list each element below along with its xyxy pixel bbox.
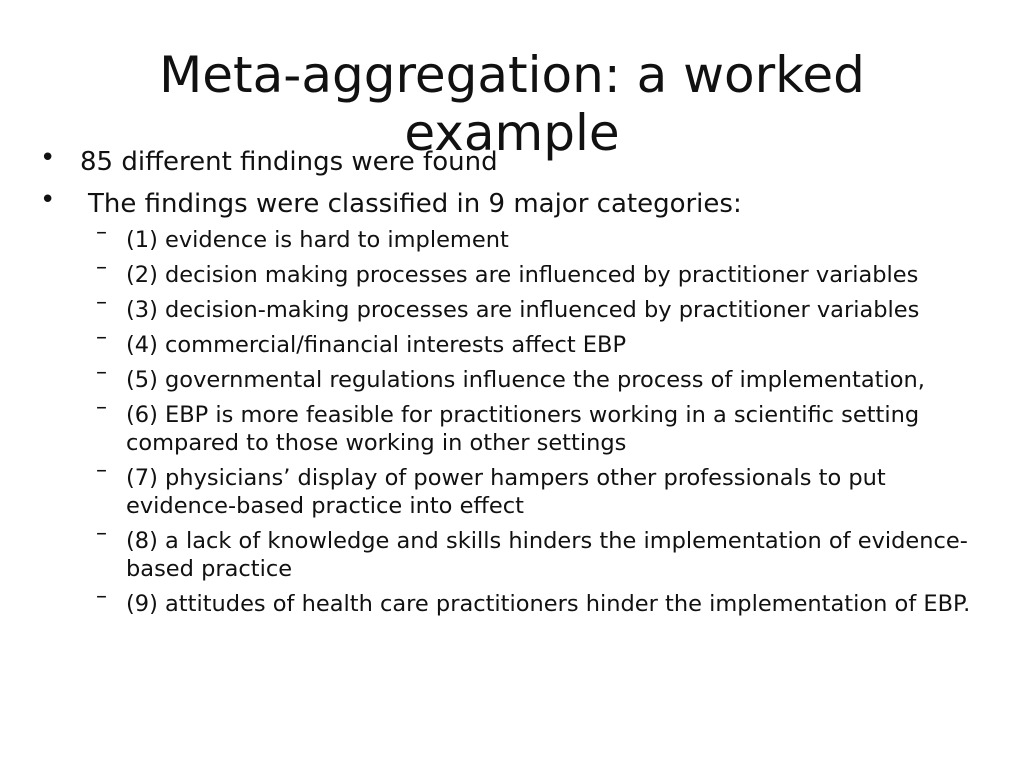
category-item bbox=[96, 360, 996, 394]
category-text: (1) evidence is hard to implement bbox=[126, 227, 509, 253]
category-text: (5) governmental regulations influence the process of implementation, bbox=[126, 367, 925, 393]
bullet-marker: • bbox=[40, 143, 56, 173]
dash-marker: – bbox=[96, 220, 107, 245]
dash-marker: – bbox=[96, 584, 107, 609]
dash-marker: – bbox=[96, 458, 107, 483]
category-text: (8) a lack of knowledge and skills hinders the implementation of evidence-based practice bbox=[126, 528, 968, 582]
dash-marker: – bbox=[96, 325, 107, 350]
category-item bbox=[96, 521, 996, 583]
category-text: (4) commercial/financial interests affect EBP bbox=[126, 332, 627, 358]
category-item bbox=[96, 255, 996, 289]
category-text: (3) decision-making processes are influenced by practitioner variables bbox=[126, 297, 920, 323]
category-item bbox=[96, 584, 996, 618]
category-item bbox=[96, 395, 996, 457]
dash-marker: – bbox=[96, 255, 107, 280]
dash-marker: – bbox=[96, 290, 107, 315]
bullet-text: The findings were classified in 9 major categories: bbox=[88, 189, 742, 219]
dash-marker: – bbox=[96, 521, 107, 546]
category-text: (9) attitudes of health care practitioners hinder the implementation of EBP. bbox=[126, 591, 971, 617]
category-text: (2) decision making processes are influenced by practitioner variables bbox=[126, 262, 919, 288]
dash-marker: – bbox=[96, 395, 107, 420]
dash-marker: – bbox=[96, 360, 107, 385]
bullet-marker: • bbox=[40, 185, 56, 215]
category-list bbox=[96, 220, 996, 625]
bullet-text: 85 different findings were found bbox=[80, 147, 498, 177]
category-text: (7) physicians’ display of power hampers other professionals to put evidence-based practice into effect bbox=[126, 465, 886, 519]
category-item bbox=[96, 220, 996, 254]
category-item bbox=[96, 458, 996, 520]
slide-title: Meta-aggregation: a worked example bbox=[159, 46, 865, 162]
category-item bbox=[96, 290, 996, 324]
category-text: (6) EBP is more feasible for practitioners working in a scientific setting compared to those working in other settings bbox=[126, 402, 920, 456]
category-item bbox=[96, 325, 996, 359]
